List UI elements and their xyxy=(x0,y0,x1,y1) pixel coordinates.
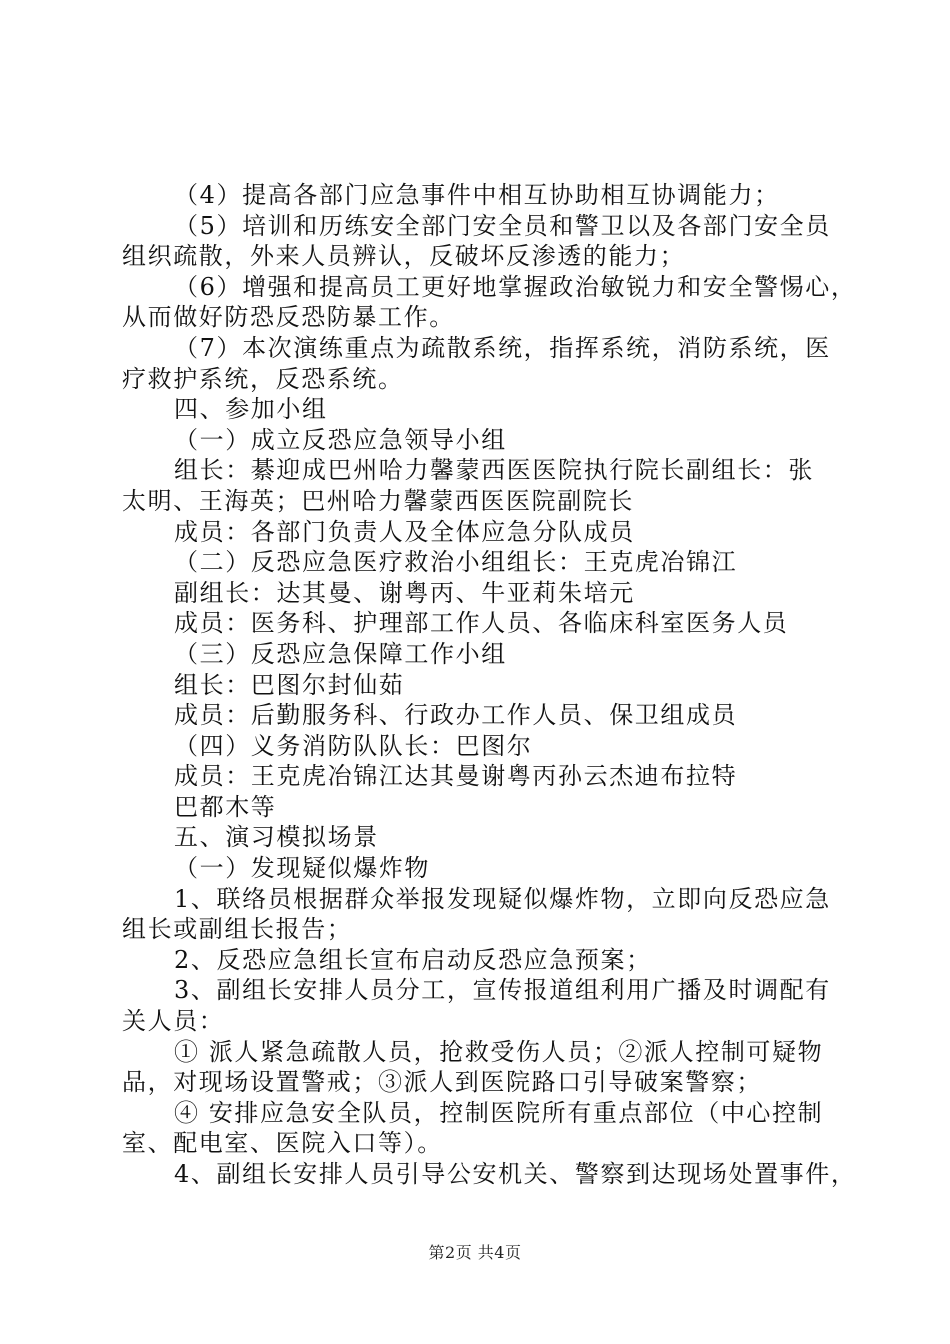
text-line: 副组长：达其曼、谢粤丙、牛亚莉朱培元 xyxy=(174,578,635,607)
text-line: （三）反恐应急保障工作小组 xyxy=(174,639,507,668)
text-line: （7）本次演练重点为疏散系统，指挥系统，消防系统，医 xyxy=(174,333,831,362)
text-line: 巴都木等 xyxy=(174,792,277,821)
text-line: 成员：医务科、护理部工作人员、各临床科室医务人员 xyxy=(174,609,789,638)
text-line: 四、参加小组 xyxy=(174,395,328,424)
text-line: （4）提高各部门应急事件中相互协助相互协调能力； xyxy=(174,181,780,209)
document-body xyxy=(122,180,857,1190)
text-line: （5）培训和历练安全部门安全员和警卫以及各部门安全员 xyxy=(174,211,831,240)
text-line: 从而做好防恐反恐防暴工作。 xyxy=(122,303,455,332)
text-line: 成员：各部门负责人及全体应急分队成员 xyxy=(174,517,635,546)
text-line: （一）成立反恐应急领导小组 xyxy=(174,425,507,454)
text-line: 组长：巴图尔封仙茹 xyxy=(174,670,405,699)
text-line: 太明、王海英；巴州哈力馨蒙西医医院副院长 xyxy=(122,486,634,515)
page-footer: 第2页 共4页 xyxy=(428,1243,522,1262)
text-line: 组长：綦迎成巴州哈力馨蒙西医医院执行院长副组长：张 xyxy=(174,456,814,485)
text-line: （一）发现疑似爆炸物 xyxy=(174,854,430,883)
text-line: 成员：王克虎冶锦江达其曼谢粤丙孙云杰迪布拉特 xyxy=(174,762,738,791)
text-line: 2、反恐应急组长宣布启动反恐应急预案； xyxy=(174,945,652,974)
text-line: 关人员： xyxy=(122,1007,225,1036)
text-line: 组织疏散，外来人员辨认，反破坏反渗透的能力； xyxy=(122,242,686,271)
text-line: 疗救护系统，反恐系统。 xyxy=(122,364,404,393)
text-line: ① 派人紧急疏散人员，抢救受伤人员；②派人控制可疑物 xyxy=(174,1037,824,1066)
text-line: （6）增强和提高员工更好地掌握政治敏锐力和安全警惕心， xyxy=(174,272,857,301)
text-line: 成员：后勤服务科、行政办工作人员、保卫组成员 xyxy=(174,701,738,730)
text-line: 组长或副组长报告； xyxy=(122,915,353,944)
text-line: 4、副组长安排人员引导公安机关、警察到达现场处置事件， xyxy=(174,1160,857,1188)
text-line: 品，对现场设置警戒；③派人到医院路口引导破案警察； xyxy=(122,1068,762,1097)
text-line: 3、副组长安排人员分工，宣传报道组利用广播及时调配有 xyxy=(174,976,831,1005)
text-line: （四）义务消防队队长：巴图尔 xyxy=(174,731,533,760)
text-line: 室、配电室、医院入口等）。 xyxy=(122,1129,443,1158)
text-line: （二）反恐应急医疗救治小组组长：王克虎冶锦江 xyxy=(174,548,738,577)
text-line: 1、联络员根据群众举报发现疑似爆炸物，立即向反恐应急 xyxy=(174,884,831,913)
text-line: 五、演习模拟场景 xyxy=(174,823,379,852)
text-line: ④ 安排应急安全队员，控制医院所有重点部位（中心控制 xyxy=(174,1098,824,1127)
